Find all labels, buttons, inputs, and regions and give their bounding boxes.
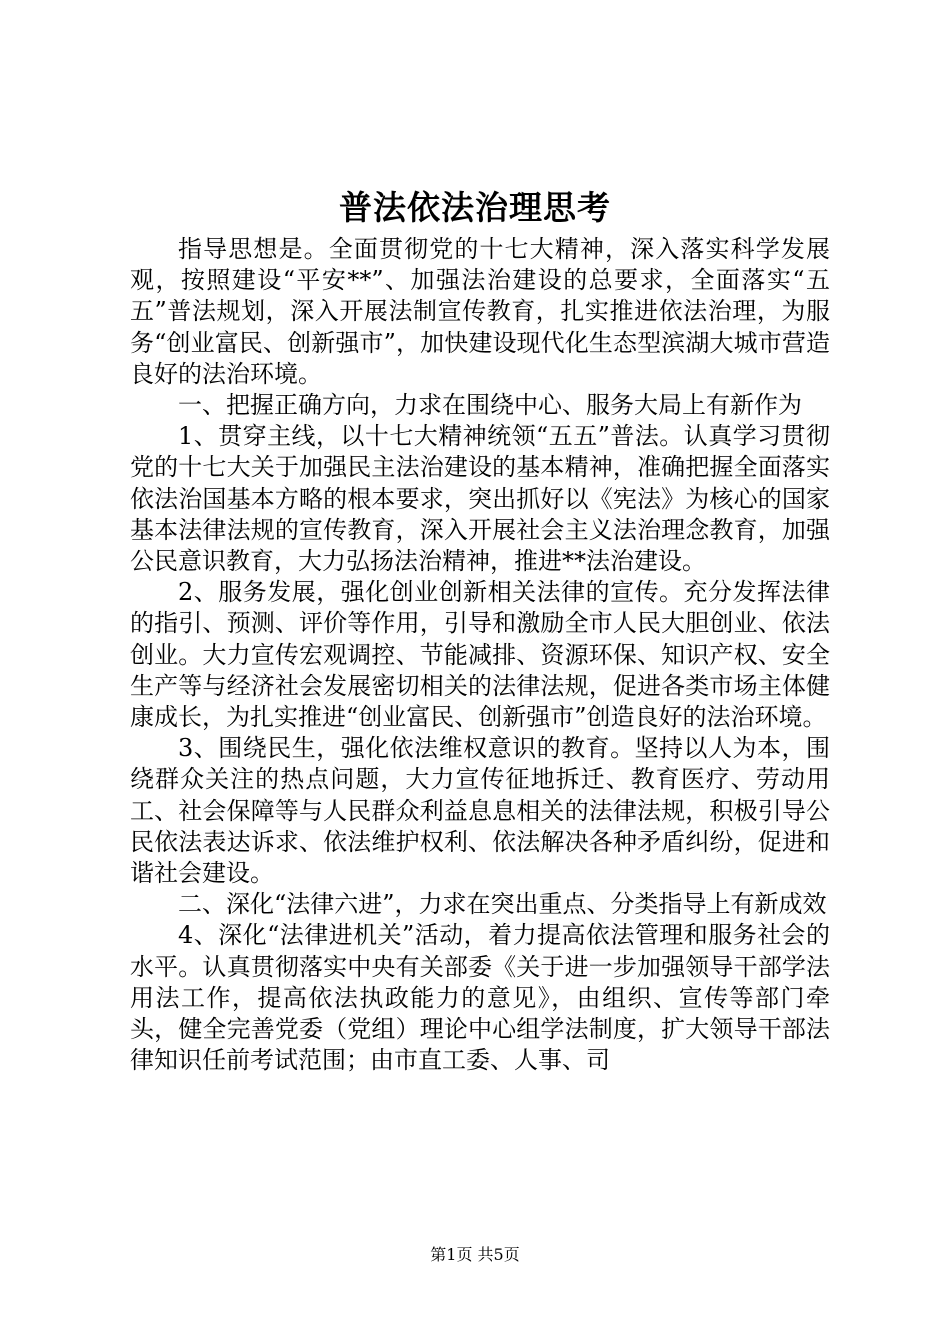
paragraph-item-1: 1、贯穿主线，以十七大精神统领“五五”普法。认真学习贯彻党的十七大关于加强民主法治建设的基本精神，准确把握全面落实依法治国基本方略的根本要求，突出抓好以《宪法》为核心的国家基本法律法规的宣传教育，深入开展社会主义法治理念教育，加强公民意识教育，大力弘扬法治精神，推进**法治建设。 (130, 422, 830, 576)
paragraph-item-3: 3、围绕民生，强化依法维权意识的教育。坚持以人为本，围绕群众关注的热点问题，大力宣传征地拆迁、教育医疗、劳动用工、社会保障等与人民群众利益息息相关的法律法规，积极引导公民依法表达诉求、依法维护权利、依法解决各种矛盾纠纷，促进和谐社会建设。 (130, 734, 830, 888)
paragraph-item-2: 2、服务发展，强化创业创新相关法律的宣传。充分发挥法律的指引、预测、评价等作用，引导和激励全市人民大胆创业、依法创业。大力宣传宏观调控、节能减排、资源环保、知识产权、安全生产等与经济社会发展密切相关的法律法规，促进各类市场主体健康成长，为扎实推进“创业富民、创新强市”创造良好的法治环境。 (130, 578, 830, 732)
page-footer: 第1页 共5页 (430, 1245, 520, 1264)
section-heading-1: 一、把握正确方向，力求在围绕中心、服务大局上有新作为 (178, 391, 802, 420)
page-title: 普法依法治理思考 (339, 188, 611, 227)
section-heading-2: 二、深化“法律六进”，力求在突出重点、分类指导上有新成效 (178, 890, 827, 919)
paragraph-item-4: 4、深化“法律进机关”活动，着力提高依法管理和服务社会的水平。认真贯彻落实中央有关部委《关于进一步加强领导干部学法用法工作，提高依法执政能力的意见》，由组织、宣传等部门牵头，健全完善党委（党组）理论中心组学法制度，扩大领导干部法律知识任前考试范围；由市直工委、人事、司 (130, 921, 830, 1075)
document-body (130, 234, 830, 1076)
paragraph-guiding-thought: 指导思想是。全面贯彻党的十七大精神，深入落实科学发展观，按照建设“平安**”、加强法治建设的总要求，全面落实“五五”普法规划，深入开展法制宣传教育，扎实推进依法治理，为服务“创业富民、创新强市”，加快建设现代化生态型滨湖大城市营造良好的法治环境。 (130, 235, 830, 388)
